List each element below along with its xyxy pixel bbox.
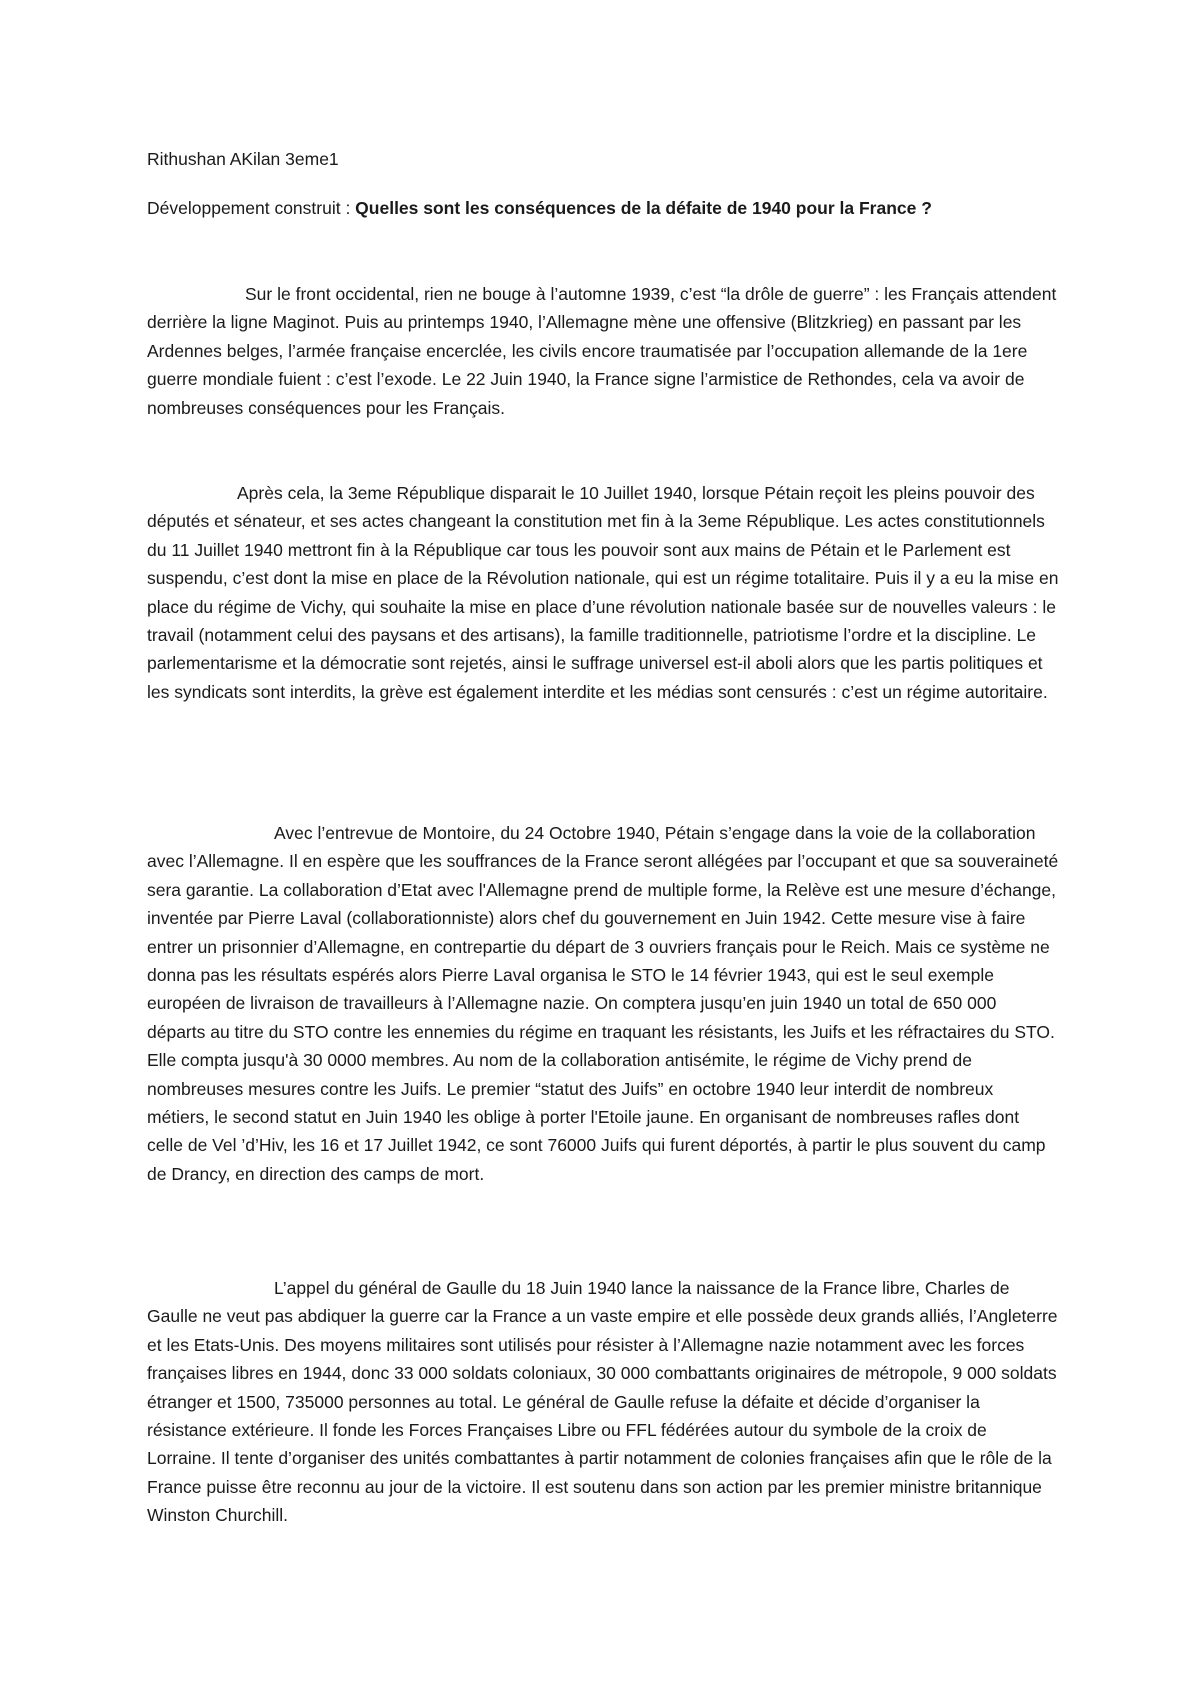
paragraph-vichy-regime: Après cela, la 3eme République disparait le 10 Juillet 1940, lorsque Pétain reçoit les pleins pouvoir des députés et sénateur, et ses actes changeant la constitution met fin à la 3eme République. Les actes constitutionnels du 11 Juillet 1940 mettront fin à la République car tous les pouvoir sont aux mains de Pétain et le Parlement est suspendu, c’est dont la mise en place de la Révolution nationale, qui est un régime totalitaire. Puis il y a eu la mise en place du régime de Vichy, qui souhaite la mise en place d’une révolution nationale basée sur de nouvelles valeurs : le travail (notamment celui des paysans et des artisans), la famille traditionnelle, patriotisme l’ordre et la discipline. Le parlementarisme et la démocratie sont rejetés, ainsi le suffrage universel est-il aboli alors que les partis politiques et les syndicats sont interdits, la grève est également interdite et les médias sont censurés : c’est un régime autoritaire.	[147, 483, 1059, 702]
subject-line	[147, 196, 932, 220]
author-line: Rithushan AKilan 3eme1	[147, 149, 339, 169]
paragraph-collaboration: Avec l’entrevue de Montoire, du 24 Octobre 1940, Pétain s’engage dans la voie de la collaboration avec l’Allemagne. Il en espère que les souffrances de la France seront allégées par l’occupant et que sa souveraineté sera garantie. La collaboration d’Etat avec l'Allemagne prend de multiple forme, la Relève est une mesure d’échange, inventée par Pierre Laval (collaborationniste) alors chef du gouvernement en Juin 1942. Cette mesure vise à faire entrer un prisonnier d’Allemagne, en contrepartie du départ de 3 ouvriers français pour le Reich. Mais ce système ne donna pas les résultats espérés alors Pierre Laval organisa le STO le 14 février 1943, qui est le seul exemple européen de livraison de travailleurs à l’Allemagne nazie. On comptera jusqu’en juin 1940 un total de 650 000 départs au titre du STO contre les ennemies du régime en traquant les résistants, les Juifs et les réfractaires du STO. Elle compta jusqu'à 30 0000 membres. Au nom de la collaboration antisémite, le régime de Vichy prend de nombreuses mesures contre les Juifs. Le premier “statut des Juifs” en octobre 1940 leur interdit de nombreux métiers, le second statut en Juin 1940 les oblige à porter l'Etoile jaune. En organisant de nombreuses rafles dont celle de Vel ’d’Hiv, les 16 et 17 Juillet 1942, ce sont 76000 Juifs qui furent déportés, à partir le plus souvent du camp de Drancy, en direction des camps de mort.	[147, 823, 1059, 1184]
subject-prefix: Développement construit :	[147, 198, 356, 218]
paragraph-france-libre: L’appel du général de Gaulle du 18 Juin 1940 lance la naissance de la France libre, Charles de Gaulle ne veut pas abdiquer la guerre car la France a un vaste empire et elle possède deux grands alliés, l’Angleterre et les Etats-Unis. Des moyens militaires sont utilisés pour résister à l’Allemagne nazie notamment avec les forces françaises libres en 1944, donc 33 000 soldats coloniaux, 30 000 combattants originaires de métropole, 9 000 soldats étranger et 1500, 735000 personnes au total. Le général de Gaulle refuse la défaite et décide d’organiser la résistance extérieure. Il fonde les Forces Françaises Libre ou FFL fédérées autour du symbole de la croix de Lorraine. Il tente d’organiser des unités combattantes à partir notamment de colonies françaises afin que le rôle de la France puisse être reconnu au jour de la victoire. Il est soutenu dans son action par les premier ministre britannique Winston Churchill.	[147, 1278, 1058, 1526]
paragraph-introduction: Sur le front occidental, rien ne bouge à l’automne 1939, c’est “la drôle de guerre” : les Français attendent derrière la ligne Maginot. Puis au printemps 1940, l’Allemagne mène une offensive (Blitzkrieg) en passant par les Ardennes belges, l’armée française encerclée, les civils encore traumatisée par l’occupation allemande de la 1ere guerre mondiale fuient : c’est l’exode. Le 22 Juin 1940, la France signe l’armistice de Rethondes, cela va avoir de nombreuses conséquences pour les Français.	[147, 284, 1057, 418]
subject-question: Quelles sont les conséquences de la défaite de 1940 pour la France ?	[355, 198, 932, 218]
